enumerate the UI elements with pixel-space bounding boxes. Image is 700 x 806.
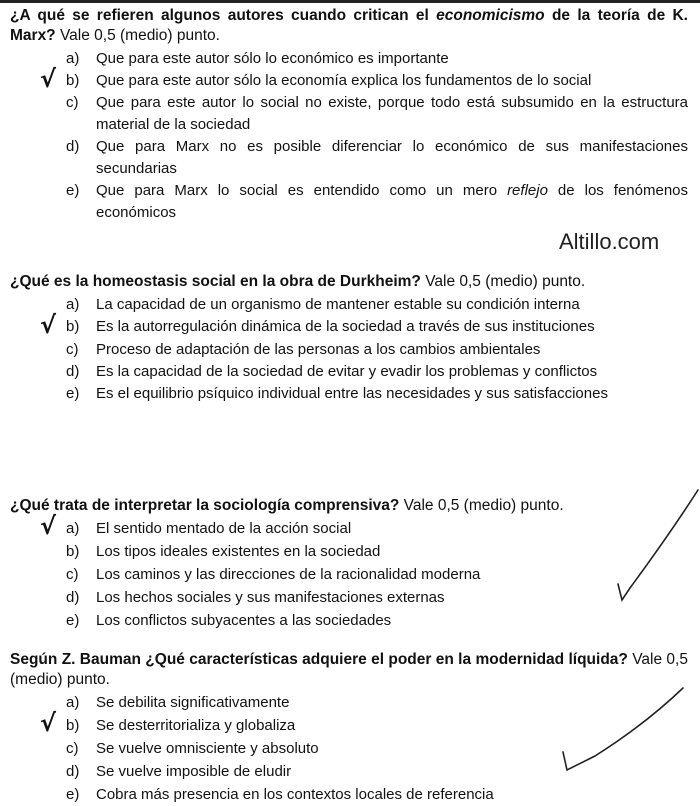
question-1 [10,6,688,224]
question-3-option-c: c) Los caminos y las direcciones de la racionalidad moderna [66,566,481,583]
checkmark-icon: √ [40,311,57,339]
question-2-option-b: √ b) Es la autorregulación dinámica de la sociedad a través de sus instituciones [40,311,595,339]
checkmark-icon: √ [40,65,57,93]
question-3 [10,496,688,632]
question-2-option-d: d) Es la capacidad de la sociedad de evitar y evadir los problemas y conflictos [66,363,598,380]
question-1-text: ¿A qué se refieren algunos autores cuando critican el economicismo de la teoría de K. Marx? Vale 0,5 (medio) punto. [10,7,688,44]
question-1-option-b: √ b) Que para este autor sólo la economía explica los fundamentos de lo social [40,65,592,93]
question-3-option-d: d) Los hechos sociales y sus manifestaciones externas [66,589,445,606]
checkmark-icon: √ [40,512,57,540]
checkmark-icon: √ [40,709,57,737]
question-4-option-b: √ b) Se desterritorializa y globaliza [40,709,296,737]
handwritten-tick-mark [600,488,700,608]
question-3-option-b: b) Los tipos ideales existentes en la sociedad [66,543,381,560]
question-1-option-d: d) Que para Marx no es posible diferenciar lo económico de sus manifestaciones secundarias [66,138,688,177]
question-4-option-e: e) Cobra más presencia en los contextos locales de referencia [66,786,494,803]
question-2-text: ¿Qué es la homeostasis social en la obra de Durkheim? Vale 0,5 (medio) punto. [10,273,586,290]
question-2-option-e: e) Es el equilibrio psíquico individual entre las necesidades y sus satisfacciones [66,385,608,402]
question-2 [10,272,688,405]
question-1-option-a: a) Que para este autor sólo lo económico es importante [66,50,449,67]
question-1-option-e: e) Que para Marx lo social es entendido como un mero reflejo de los fenómenos económicos [66,182,689,221]
handwritten-tick-mark [555,686,685,776]
question-1-option-c: c) Que para este autor lo social no existe, porque todo está subsumido en la estructura material de la sociedad [66,94,688,133]
question-4-option-a: a) Se debilita significativamente [66,694,290,711]
question-3-text: ¿Qué trata de interpretar la sociología comprensiva? Vale 0,5 (medio) punto. [10,497,564,514]
question-4-option-c: c) Se vuelve omnisciente y absoluto [66,740,319,757]
watermark-text: Altillo.com [559,229,660,254]
top-rule [0,0,700,3]
question-4-option-d: d) Se vuelve imposible de eludir [66,763,292,780]
question-2-option-a: a) La capacidad de un organismo de mantener estable su condición interna [66,296,580,313]
question-2-option-c: c) Proceso de adaptación de las personas a los cambios ambientales [66,341,541,358]
question-3-option-e: e) Los conflictos subyacentes a las sociedades [66,612,392,629]
question-4-text: Según Z. Bauman ¿Qué características adquiere el poder en la modernidad líquida? Vale 0,5 (medio) punto. [10,651,688,688]
question-3-option-a: √ a) El sentido mentado de la acción social [40,512,352,540]
